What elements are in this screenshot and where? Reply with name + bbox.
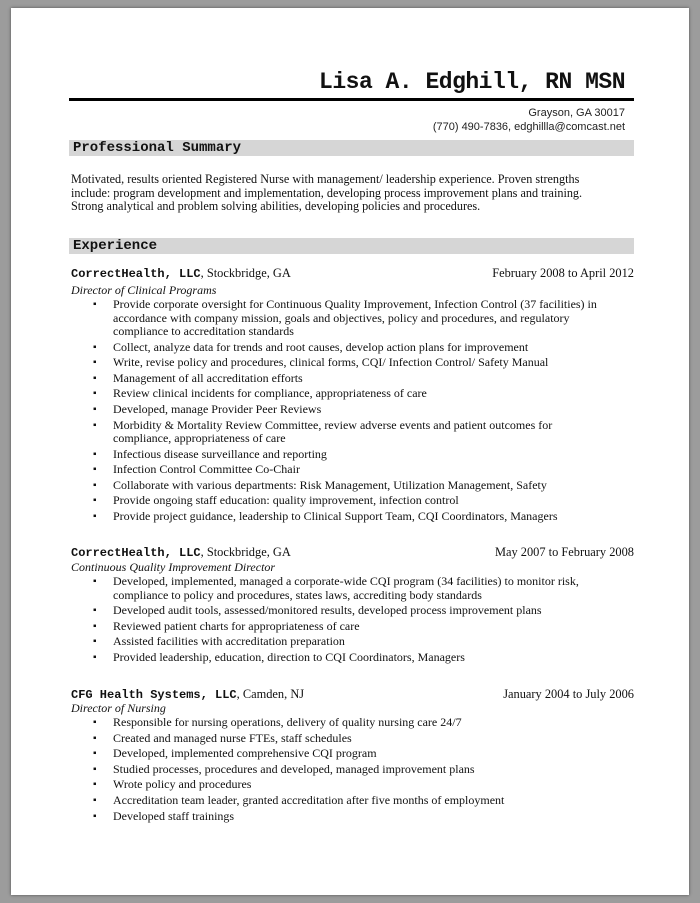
employer-location: , Stockbridge, GA: [200, 266, 291, 280]
bullet-item: [93, 298, 613, 339]
bullet-text: Provide ongoing staff education: quality improvement, infection control: [113, 493, 459, 508]
job-header: [71, 266, 634, 281]
job-role: Director of Nursing: [71, 701, 166, 715]
section-title: Professional Summary: [73, 140, 242, 156]
resume-page: [11, 8, 689, 895]
bullet-item: [93, 510, 613, 524]
bullet-icon: ▪: [93, 732, 97, 744]
bullet-icon: ▪: [93, 605, 97, 617]
bullet-icon: ▪: [93, 495, 97, 507]
bullet-text: Collect, analyze data for trends and root causes, develop action plans for improvement: [113, 339, 529, 354]
bullet-item: [93, 479, 613, 493]
bullet-item: [93, 403, 613, 417]
bullet-icon: ▪: [93, 357, 97, 369]
job-dates: February 2008 to April 2012: [492, 266, 634, 280]
bullet-item: [93, 604, 613, 618]
bullet-item: [93, 356, 613, 370]
bullet-icon: ▪: [93, 299, 97, 310]
job-dates: May 2007 to February 2008: [494, 545, 634, 559]
bullet-item: [93, 763, 613, 777]
bullet-item: [93, 732, 613, 746]
bullet-text: Created and managed nurse FTEs, staff schedules: [113, 730, 352, 745]
bullet-item: [93, 372, 613, 386]
header-rule: [69, 98, 634, 101]
bullet-text: Provide corporate oversight for Continuous Quality Improvement, Infection Control (37 facilities) in accordance with company mission, goals and objectives, policy and procedures, and regulatory compliance to accreditation standards: [113, 297, 597, 338]
bullet-text: Reviewed patient charts for appropriateness of care: [113, 618, 360, 633]
bullet-text: Morbidity & Mortality Review Committee, review adverse events and patient outcomes for compliance, appropriateness of care: [113, 417, 553, 446]
job-header: [71, 687, 634, 702]
bullet-text: Developed, implemented comprehensive CQI program: [113, 746, 377, 761]
bullet-icon: ▪: [93, 448, 97, 460]
bullet-item: [93, 341, 613, 355]
bullet-item: [93, 575, 613, 602]
candidate-name: Lisa A. Edghill, RN MSN: [319, 69, 625, 95]
bullet-icon: ▪: [93, 403, 97, 415]
employer-location: , Camden, NJ: [236, 687, 305, 701]
bullet-text: Responsible for nursing operations, delivery of quality nursing care 24/7: [113, 715, 462, 729]
bullet-icon: ▪: [93, 794, 97, 806]
bullet-item: [93, 747, 613, 761]
bullet-item: [93, 463, 613, 477]
bullet-icon: ▪: [93, 748, 97, 760]
bullet-icon: ▪: [93, 651, 97, 663]
bullet-icon: ▪: [93, 576, 97, 587]
bullet-icon: ▪: [93, 620, 97, 632]
bullet-text: Wrote policy and procedures: [113, 777, 252, 792]
bullet-icon: ▪: [93, 717, 97, 728]
bullet-item: [93, 716, 613, 730]
bullet-icon: ▪: [93, 763, 97, 775]
bullet-item: [93, 387, 613, 401]
bullet-text: Review clinical incidents for compliance, appropriateness of care: [113, 386, 427, 401]
bullet-text: Management of all accreditation efforts: [113, 370, 303, 385]
job-bullets: [93, 298, 613, 526]
bullet-item: [93, 778, 613, 792]
bullet-text: Infection Control Committee Co-Chair: [113, 462, 300, 477]
employer-name: CFG Health Systems, LLC: [71, 688, 237, 702]
bullet-item: [93, 494, 613, 508]
bullet-text: Collaborate with various departments: Risk Management, Utilization Management, Safety: [113, 477, 547, 492]
bullet-item: [93, 448, 613, 462]
section-header-experience: [69, 238, 634, 254]
section-title: Experience: [73, 238, 158, 254]
contact-phone-email: (770) 490-7836, edghillla@comcast.net: [432, 121, 625, 133]
bullet-item: [93, 794, 613, 808]
summary-text: Motivated, results oriented Registered Nurse with management/ leadership experience. Proven strengths include: program development and implementation, developing process improvement plans and training. Strong analytical and problem solving abilities, developing policies and procedures.: [71, 172, 583, 214]
bullet-text: Developed, manage Provider Peer Reviews: [113, 401, 322, 416]
employer-name: CorrectHealth, LLC: [71, 267, 201, 281]
job-header: [71, 545, 634, 560]
bullet-icon: ▪: [93, 464, 97, 476]
bullet-icon: ▪: [93, 341, 97, 353]
bullet-text: Developed audit tools, assessed/monitored results, developed process improvement plans: [113, 603, 542, 618]
bullet-text: Studied processes, procedures and developed, managed improvement plans: [113, 761, 475, 776]
bullet-icon: ▪: [93, 779, 97, 791]
contact-location: Grayson, GA 30017: [528, 107, 625, 119]
bullet-text: Write, revise policy and procedures, clinical forms, CQI/ Infection Control/ Safety Manual: [113, 355, 549, 370]
bullet-text: Developed, implemented, managed a corporate-wide CQI program (34 facilities) to monitor risk, compliance to policy and procedures, states laws, accrediting body standards: [113, 574, 579, 602]
bullet-item: [93, 620, 613, 634]
employer-name: CorrectHealth, LLC: [71, 546, 201, 560]
bullet-icon: ▪: [93, 419, 97, 431]
bullet-icon: ▪: [93, 388, 97, 400]
bullet-text: Assisted facilities with accreditation preparation: [113, 634, 345, 649]
job-bullets: [93, 575, 613, 666]
bullet-icon: ▪: [93, 479, 97, 491]
bullet-item: [93, 635, 613, 649]
bullet-icon: ▪: [93, 636, 97, 648]
job-role: Director of Clinical Programs: [71, 283, 217, 297]
bullet-icon: ▪: [93, 372, 97, 384]
job-role: Continuous Quality Improvement Director: [71, 560, 276, 574]
bullet-item: [93, 651, 613, 665]
bullet-icon: ▪: [93, 511, 97, 523]
section-header-summary: [69, 140, 634, 156]
bullet-text: Provide project guidance, leadership to Clinical Support Team, CQI Coordinators, Managers: [113, 509, 558, 524]
bullet-item: [93, 419, 613, 446]
job-bullets: [93, 716, 613, 825]
employer-location: , Stockbridge, GA: [200, 545, 291, 559]
bullet-text: Infectious disease surveillance and reporting: [113, 446, 327, 461]
job-dates: January 2004 to July 2006: [503, 687, 634, 701]
bullet-text: Accreditation team leader, granted accreditation after five months of employment: [113, 792, 505, 807]
bullet-text: Provided leadership, education, direction to CQI Coordinators, Managers: [113, 649, 465, 664]
bullet-text: Developed staff trainings: [113, 808, 235, 823]
bullet-item: [93, 810, 613, 824]
bullet-icon: ▪: [93, 810, 97, 822]
